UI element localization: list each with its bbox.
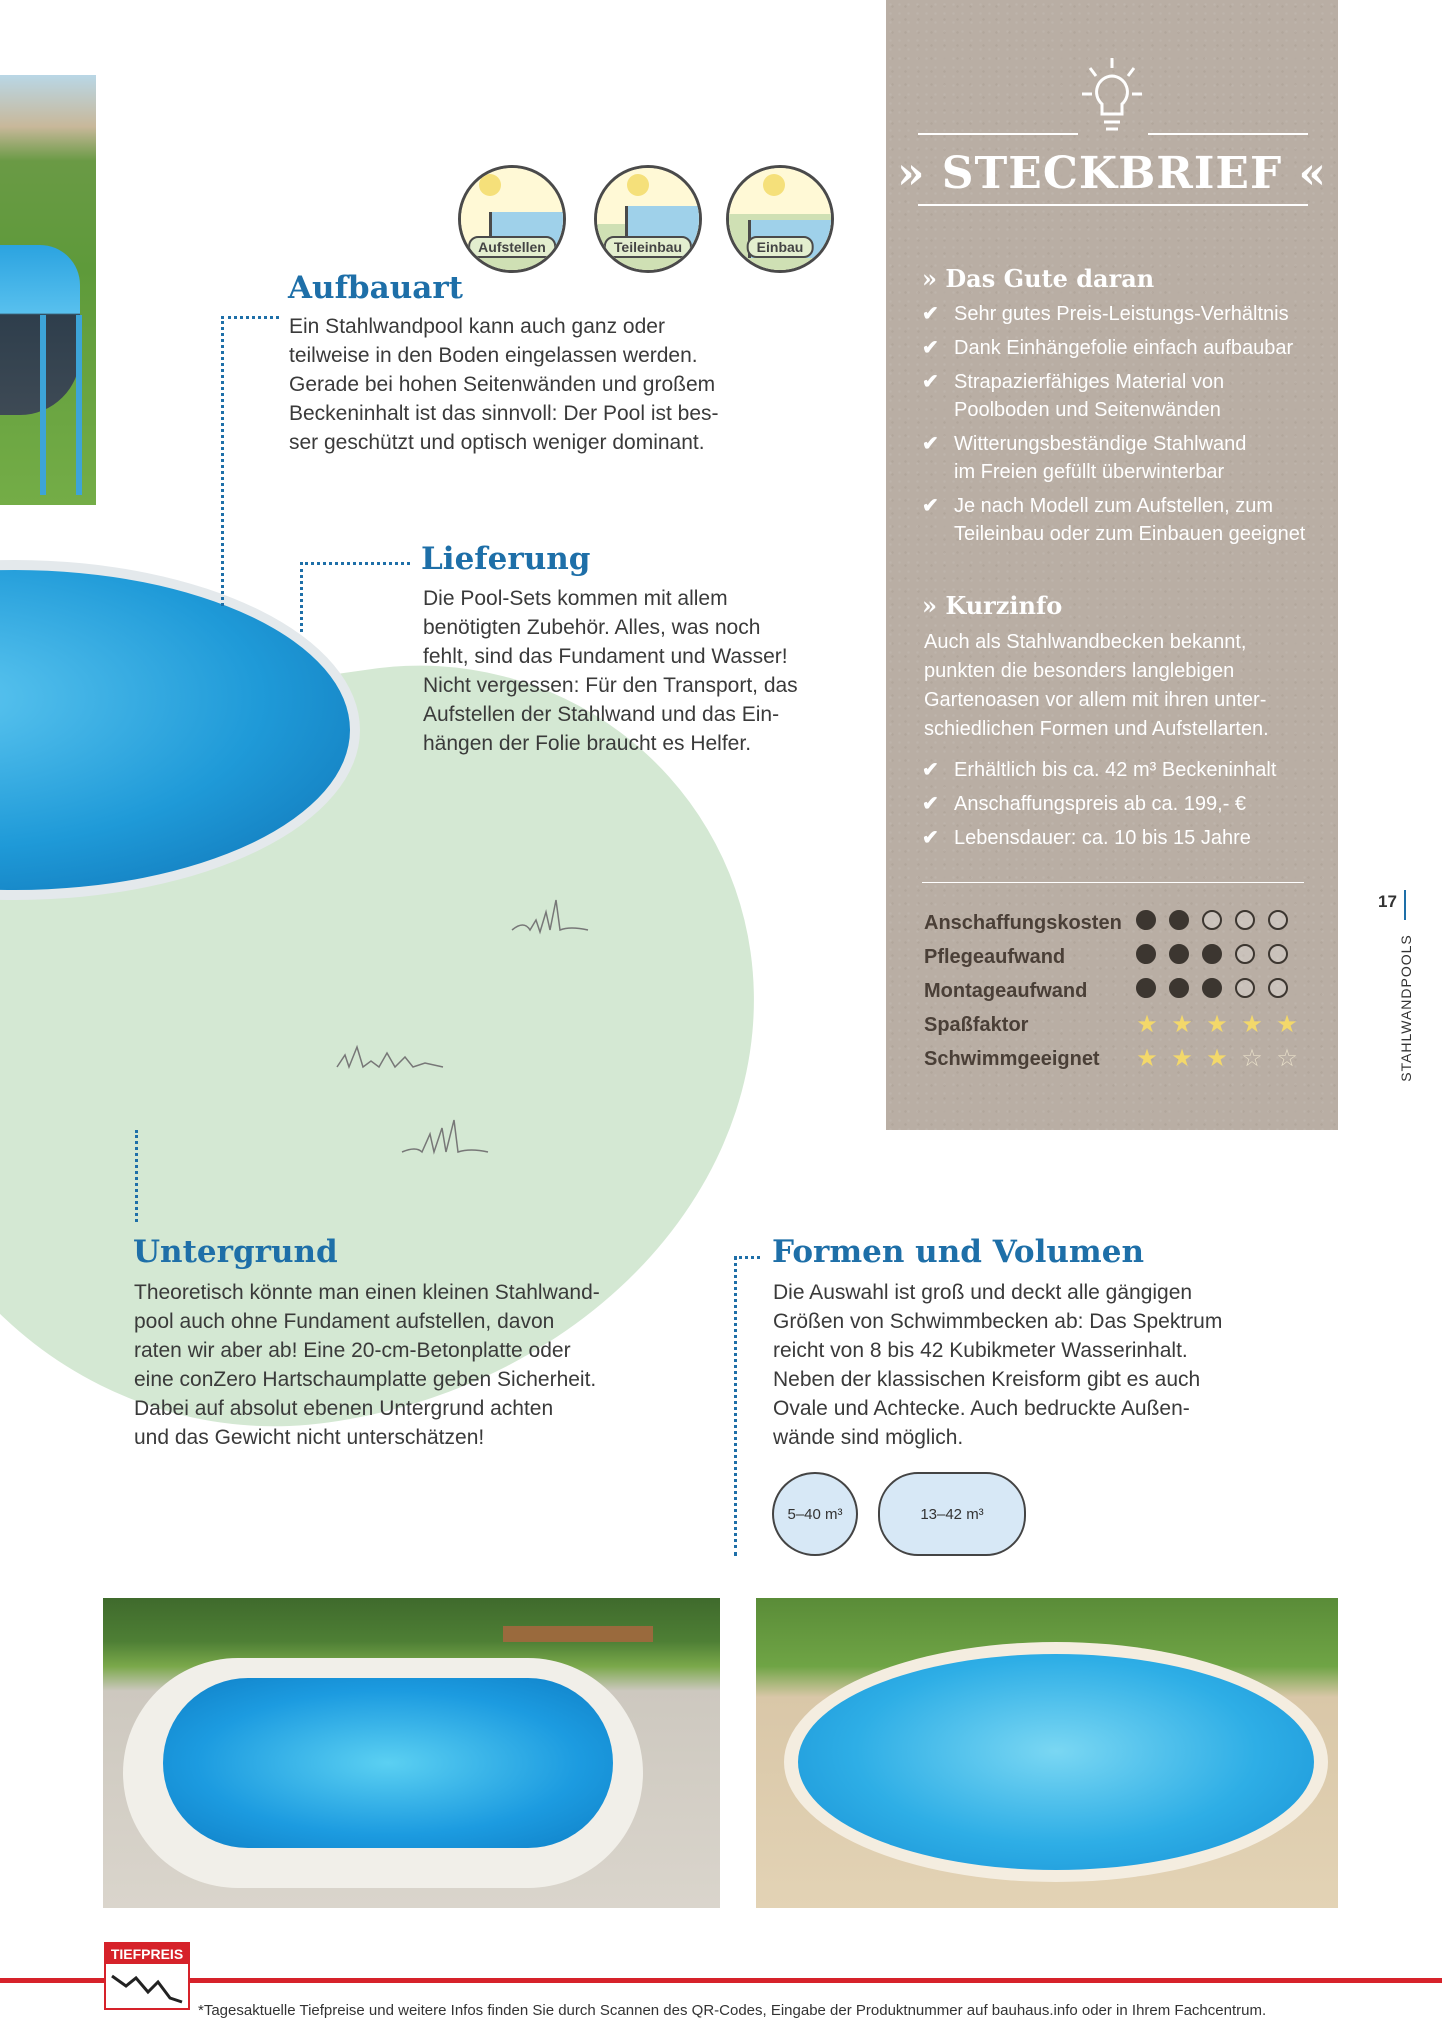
photo-oval-pool — [103, 1598, 720, 1908]
grass-doodle — [400, 1110, 490, 1160]
star-filled-icon: ★ — [1171, 1010, 1193, 1038]
divider — [922, 882, 1304, 883]
footer-rule — [0, 1978, 1442, 1983]
steckbrief-panel — [886, 0, 1338, 1130]
divider — [1404, 890, 1406, 920]
photo-pool-garden — [0, 75, 96, 505]
rating-dot-empty — [1235, 978, 1255, 998]
connector-line — [135, 1130, 138, 1222]
price-drop-icon — [110, 1968, 186, 2006]
rating-row — [924, 1046, 1304, 1076]
rating-row — [924, 944, 1304, 974]
connector-line — [300, 562, 303, 632]
shape-round-badge: 5–40 m³ — [772, 1472, 858, 1556]
check-icon: ✔ — [922, 303, 939, 325]
section-text-untergrund: Theoretisch könnte man einen kleinen Stahlwand- pool auch ohne Fundament aufstellen, davon raten wir aber ab! Eine 20-cm-Betonplatte oder eine conZero Hartschaumplatte geben Sicherheit. Dabei auf absolut ebenen Untergrund achten und das Gewicht nicht unterschätzen! — [134, 1281, 600, 1449]
rating-row — [924, 910, 1304, 940]
star-filled-icon: ★ — [1276, 1010, 1298, 1038]
section-title-aufbauart: Aufbauart — [288, 270, 463, 306]
gute-heading: » Das Gute daran — [922, 264, 1155, 293]
list-item: ✔ Erhältlich bis ca. 42 m³ Beckeninhalt — [922, 756, 1322, 784]
list-item: ✔ Strapazierfähiges Material von Poolboden und Seitenwänden — [922, 368, 1322, 424]
divider — [918, 204, 1308, 206]
list-item: ✔ Lebensdauer: ca. 10 bis 15 Jahre — [922, 824, 1322, 852]
rating-marks — [1136, 944, 1288, 964]
section-title-lieferung: Lieferung — [421, 541, 591, 577]
section-text-lieferung: Die Pool-Sets kommen mit allem benötigten Zubehör. Alles, was noch fehlt, sind das Fundament und Wasser! Nicht vergessen: Für den Transport, das Aufstellen der Stahlwand und das Ein- hängen der Folie braucht es Helfer. — [423, 587, 798, 755]
rating-dot-filled — [1136, 978, 1156, 998]
kurzinfo-heading: » Kurzinfo — [922, 591, 1063, 620]
tiefpreis-badge — [104, 1942, 190, 2010]
rating-dot-filled — [1169, 944, 1189, 964]
gute-list — [922, 300, 1322, 554]
rating-label: Schwimmgeeignet — [924, 1048, 1100, 1070]
level-label: Teileinbau — [604, 236, 692, 258]
list-item: ✔ Dank Einhängefolie einfach aufbaubar — [922, 334, 1322, 362]
steckbrief-title: » STECKBRIEF « — [896, 148, 1328, 199]
rating-marks — [1136, 1012, 1298, 1036]
section-title-formen: Formen und Volumen — [772, 1234, 1144, 1270]
list-item: ✔ Anschaffungspreis ab ca. 199,- € — [922, 790, 1322, 818]
star-filled-icon: ★ — [1171, 1044, 1193, 1072]
rating-dot-empty — [1235, 944, 1255, 964]
rating-dot-filled — [1136, 910, 1156, 930]
section-label: STAHLWANDPOOLS — [1397, 934, 1414, 1082]
rating-dot-filled — [1136, 944, 1156, 964]
level-label: Aufstellen — [468, 236, 556, 258]
star-filled-icon: ★ — [1136, 1044, 1158, 1072]
list-item: ✔ Witterungsbeständige Stahlwand im Freien gefüllt überwinterbar — [922, 430, 1322, 486]
rating-label: Pflegeaufwand — [924, 946, 1066, 968]
rating-row — [924, 978, 1304, 1008]
rating-label: Anschaffungskosten — [924, 912, 1122, 934]
star-filled-icon: ★ — [1206, 1044, 1228, 1072]
level-icon-aufstellen — [458, 165, 566, 273]
check-icon: ✔ — [922, 759, 939, 781]
level-icon-teileinbau — [594, 165, 702, 273]
rating-dot-filled — [1169, 978, 1189, 998]
rating-marks — [1136, 978, 1288, 998]
rating-marks — [1136, 1046, 1298, 1070]
steel-wall-pool-image — [0, 560, 360, 920]
list-item: ✔ Je nach Modell zum Aufstellen, zum Teileinbau oder zum Einbauen geeignet — [922, 492, 1322, 548]
rating-marks — [1136, 910, 1288, 930]
shape-oval-badge: 13–42 m³ — [878, 1472, 1026, 1556]
rating-label: Spaßfaktor — [924, 1014, 1029, 1036]
check-icon: ✔ — [922, 337, 939, 359]
star-filled-icon: ★ — [1136, 1010, 1158, 1038]
check-icon: ✔ — [922, 495, 939, 517]
rating-dot-empty — [1202, 910, 1222, 930]
grass-doodle — [510, 890, 590, 940]
connector-line — [221, 316, 279, 319]
lightbulb-icon — [1082, 56, 1142, 146]
tiefpreis-label: TIEFPREIS — [106, 1944, 188, 1964]
level-icon-einbau — [726, 165, 834, 273]
rating-dot-empty — [1268, 910, 1288, 930]
kurzinfo-list — [922, 756, 1322, 858]
rating-dot-filled — [1202, 944, 1222, 964]
section-text-formen: Die Auswahl ist groß und deckt alle gängigen Größen von Schwimmbecken ab: Das Spektrum reicht von 8 bis 42 Kubikmeter Wasserinhalt. Neben der klassischen Kreisform gibt es auch Ovale und Achtecke. Auch bedruckte Außen- wände sind möglich. — [773, 1281, 1223, 1449]
page-number: 17 — [1378, 892, 1397, 911]
page-side-tab — [1372, 880, 1412, 1080]
rating-dot-filled — [1169, 910, 1189, 930]
star-filled-icon: ★ — [1241, 1010, 1263, 1038]
grass-doodle — [335, 1035, 445, 1075]
rating-dot-empty — [1235, 910, 1255, 930]
divider — [918, 133, 1078, 135]
rating-row — [924, 1012, 1304, 1042]
connector-line — [221, 316, 224, 606]
check-icon: ✔ — [922, 827, 939, 849]
connector-line — [734, 1256, 737, 1556]
rating-dot-empty — [1268, 944, 1288, 964]
level-label: Einbau — [747, 236, 814, 258]
check-icon: ✔ — [922, 793, 939, 815]
connector-line — [734, 1256, 760, 1259]
check-icon: ✔ — [922, 433, 939, 455]
photo-round-pool — [756, 1598, 1338, 1908]
star-empty-icon: ☆ — [1241, 1044, 1263, 1072]
rating-dot-filled — [1202, 978, 1222, 998]
rating-dot-empty — [1268, 978, 1288, 998]
check-icon: ✔ — [922, 371, 939, 393]
rating-label: Montageaufwand — [924, 980, 1088, 1002]
section-title-untergrund: Untergrund — [133, 1234, 338, 1270]
list-item: ✔ Sehr gutes Preis-Leistungs-Verhältnis — [922, 300, 1322, 328]
star-empty-icon: ☆ — [1276, 1044, 1298, 1072]
divider — [1148, 133, 1308, 135]
footnote: *Tagesaktuelle Tiefpreise und weitere Infos finden Sie durch Scannen des QR-Codes, Eingabe der Produktnummer auf bauhaus.info oder in Ihrem Fachcentrum. — [198, 2002, 1267, 2019]
star-filled-icon: ★ — [1206, 1010, 1228, 1038]
connector-line — [300, 562, 410, 565]
section-text-aufbauart: Ein Stahlwandpool kann auch ganz oder teilweise in den Boden eingelassen werden. Gerade bei hohen Seitenwänden und großem Beckeninhalt ist das sinnvoll: Der Pool ist bes- ser geschützt und optisch weniger dominant. — [289, 315, 719, 454]
kurzinfo-text: Auch als Stahlwandbecken bekannt, punkten die besonders langlebigen Gartenoasen vor allem mit ihren unter- schiedlichen Formen und Aufstellarten. — [924, 631, 1269, 740]
